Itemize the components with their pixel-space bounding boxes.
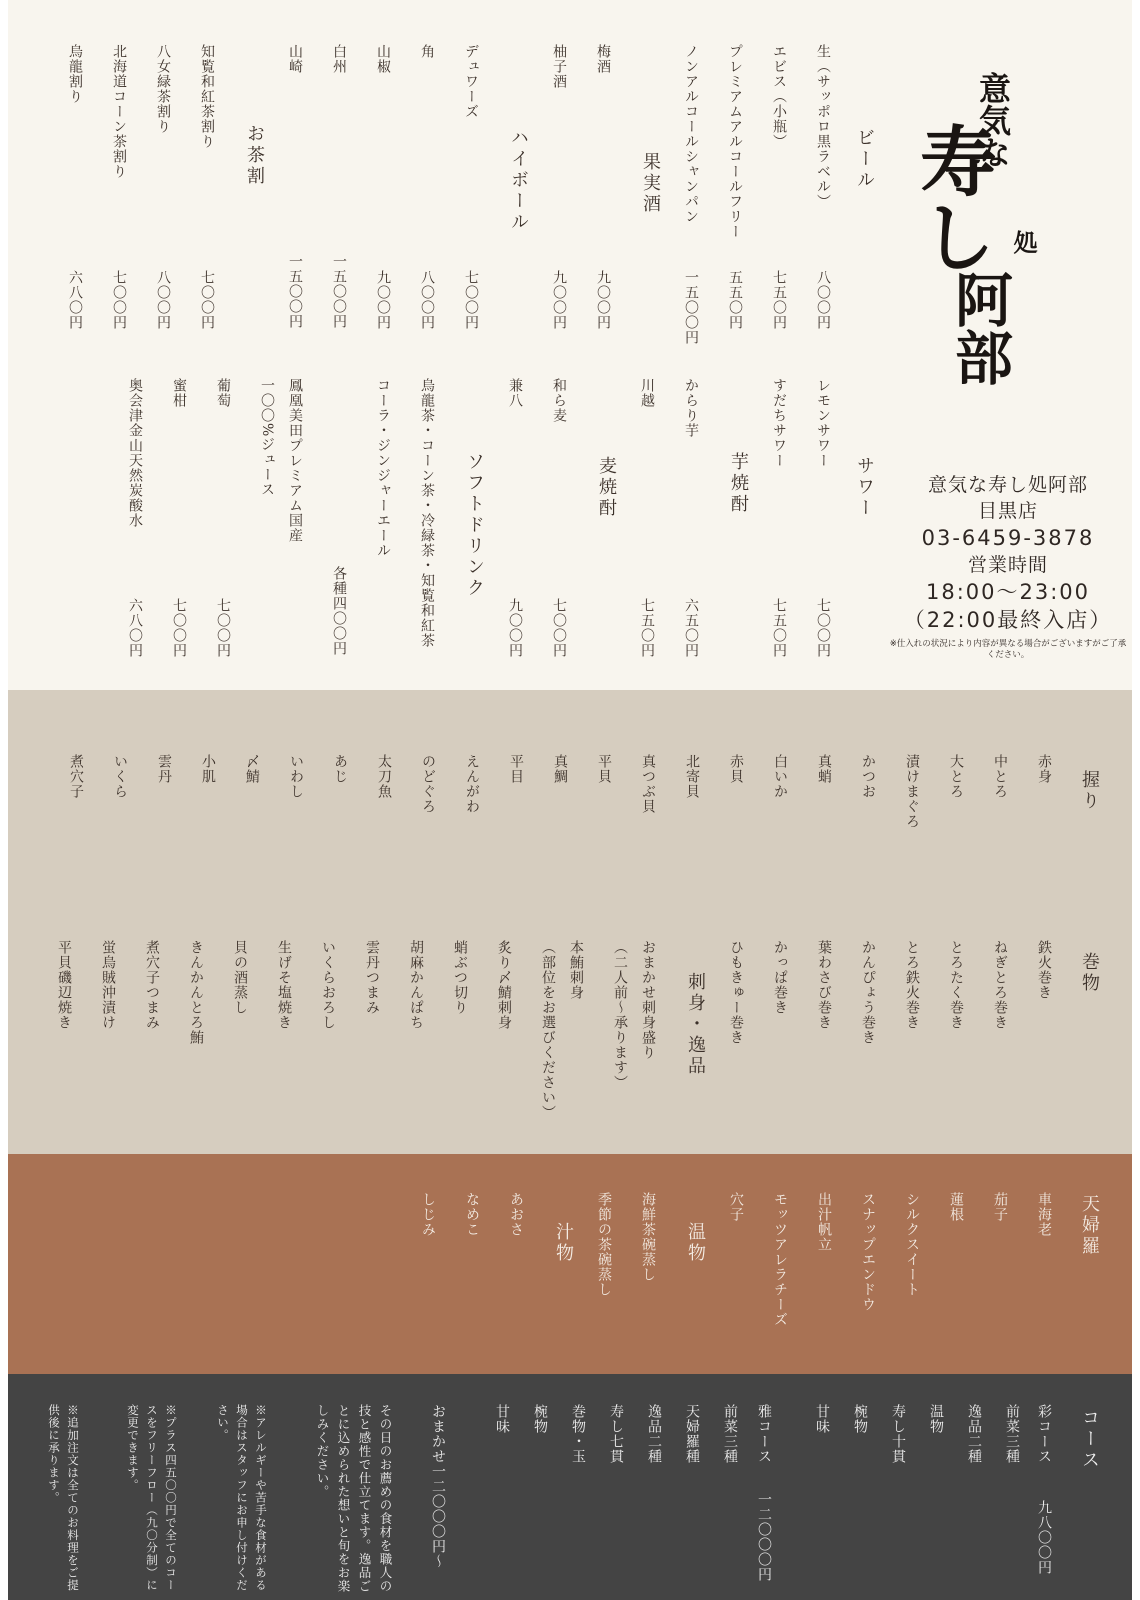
imo-shochu-title: 芋焼酎 [728, 452, 749, 515]
tea-split-item-name: 北海道コーン茶割り [111, 44, 127, 179]
highball-item-price: 一五〇〇円 [331, 254, 347, 329]
tempura-title: 天婦羅 [1079, 1194, 1100, 1257]
nigiri-title: 握り [1079, 770, 1100, 812]
soft-drink-item-price: 七〇〇円 [215, 598, 231, 658]
shop-logo [908, 62, 1098, 392]
soft-drink-line: コーラ・ジンジャーエール [375, 378, 391, 558]
tea-split-item-name: 知覧和紅茶割り [199, 44, 215, 149]
makimono-item: ねぎとろ巻き [992, 940, 1008, 1030]
logo-char-abe: 阿部 [945, 270, 1013, 386]
sashimi-item: 炙り〆鯖刺身 [496, 940, 512, 1030]
hours-label: 営業時間 [967, 554, 1048, 576]
sashimi-item: 雲丹つまみ [364, 940, 380, 1015]
sushi-section [8, 690, 1132, 1154]
fruit-wine-item-name: 梅酒 [595, 44, 611, 74]
soft-drink-line: 一〇〇%ジュース [259, 378, 275, 498]
nigiri-item: 北寄貝 [684, 754, 700, 799]
course-miyabi-item: 甘味 [494, 1404, 510, 1434]
makimono-item: とろ鉄火巻き [904, 940, 920, 1030]
highball-item-price: 八〇〇円 [419, 270, 435, 330]
shirumono-item: あおさ [508, 1192, 524, 1237]
course-miyabi-item: 巻物・玉 [570, 1404, 586, 1464]
highball-item-name: 白州 [331, 44, 347, 74]
imo-shochu-item-name: からり芋 [683, 378, 699, 438]
mugi-shochu-item-price: 九〇〇円 [507, 598, 523, 658]
mugi-shochu-item-price: 七〇〇円 [551, 598, 567, 658]
tempura-item: シルクスイート [904, 1192, 920, 1297]
tea-split-item-name: 八女緑茶割り [155, 44, 171, 134]
course-miyabi-item: 寿し七貫 [608, 1404, 624, 1464]
highball-item-name: 山崎 [287, 44, 303, 74]
course-aya-item: 逸品二種 [966, 1404, 982, 1464]
tea-split-item-price: 六八〇円 [67, 270, 83, 330]
beer-item-name: プレミアムアルコールフリー [727, 44, 743, 239]
tempura-item: 穴子 [728, 1192, 744, 1222]
highball-item-price: 七〇〇円 [463, 270, 479, 330]
last-order: （22:00最終入店） [903, 608, 1113, 632]
course-title: コース [1079, 1408, 1100, 1471]
soft-drink-title: ソフトドリンク [464, 452, 485, 599]
beer-item-price: 一五〇〇円 [683, 270, 699, 345]
shop-note: ※仕入れの状況により内容が異なる場合がございますがご了承ください。 [889, 639, 1127, 660]
nigiri-item: いわし [288, 754, 304, 799]
nigiri-item: かつお [860, 754, 876, 799]
shirumono-title: 汁物 [553, 1222, 574, 1264]
tempura-item: 蓮根 [948, 1192, 964, 1222]
sashimi-item: 蛍烏賊沖漬け [100, 940, 116, 1030]
course-aya-item: 寿し十貫 [890, 1404, 906, 1464]
tea-split-item-price: 八〇〇円 [155, 270, 171, 330]
tempura-item: 車海老 [1036, 1192, 1052, 1237]
course-miyabi-item: 前菜三種 [722, 1404, 738, 1464]
makimono-item: 葉わさび巻き [816, 940, 832, 1030]
beer-item-price: 八〇〇円 [815, 270, 831, 330]
shirumono-item: しじみ [420, 1192, 436, 1237]
hours-value: 18:00～23:00 [925, 580, 1091, 604]
tempura-item: モッツアレラチーズ [772, 1192, 788, 1327]
highball-item-name: デュワーズ [463, 44, 479, 119]
nigiri-item: 小肌 [200, 754, 216, 784]
logo-char-sushi: 寿し [908, 122, 997, 274]
nigiri-item: 平目 [508, 754, 524, 784]
course-note: ※アレルギーや苦手な食材がある場合はスタッフにお申し付けください。 [216, 1404, 268, 1592]
sashimi-item: 生げそ塩焼き [276, 940, 292, 1030]
beer-title: ビール [854, 128, 875, 191]
tea-split-title: お茶割 [244, 124, 265, 187]
shop-branch: 目黒店 [977, 500, 1038, 522]
tempura-section [8, 1154, 1132, 1374]
tempura-item: スナップエンドウ [860, 1192, 876, 1312]
shop-phone: 03-6459-3878 [921, 526, 1095, 550]
makimono-title: 巻物 [1079, 952, 1100, 994]
soft-drink-item-price: 六八〇円 [127, 598, 143, 658]
onmono-item: 季節の茶碗蒸し [596, 1192, 612, 1297]
nigiri-item: 赤身 [1036, 754, 1052, 784]
course-section [8, 1374, 1132, 1600]
mugi-shochu-item-name: 兼八 [507, 378, 523, 408]
sashimi-item-note: （部位をお選びください） [540, 940, 556, 1120]
tea-split-item-price: 七〇〇円 [199, 270, 215, 330]
sour-item-price: 七〇〇円 [815, 598, 831, 658]
fruit-wine-item-name: 柚子酒 [551, 44, 567, 89]
sashimi-item: 蛸ぶつ切り [452, 940, 468, 1015]
nigiri-item: 雲丹 [156, 754, 172, 784]
course-omakase-text: その日のお薦めの食材を職人の技と感性で仕立てます。逸品ごとに込められた想いと旬をお楽しみください。 [315, 1404, 393, 1593]
sashimi-item: 煮穴子つまみ [144, 940, 160, 1030]
beer-item-name: エビス（小瓶） [771, 44, 787, 149]
sashimi-item: おまかせ刺身盛り [640, 940, 656, 1060]
nigiri-item: 太刀魚 [376, 754, 392, 799]
sashimi-item: 貝の酒蒸し [232, 940, 248, 1015]
fruit-wine-item-price: 九〇〇円 [551, 270, 567, 330]
imo-shochu-item-name: 川越 [639, 378, 655, 408]
drinks-section [8, 0, 1132, 690]
nigiri-item: えんがわ [464, 754, 480, 814]
nigiri-item: いくら [112, 754, 128, 799]
tempura-item: 茄子 [992, 1192, 1008, 1222]
mugi-shochu-item-name: 和ら麦 [551, 378, 567, 423]
sashimi-item: 平貝磯辺焼き [56, 940, 72, 1030]
nigiri-item: 白いか [772, 754, 788, 799]
course-aya-item: 前菜三種 [1004, 1404, 1020, 1464]
makimono-item: 鉄火巻き [1036, 940, 1052, 1000]
soft-drink-item-name: 葡萄 [215, 378, 231, 408]
course-aya-item: 温物 [928, 1404, 944, 1434]
sashimi-title: 刺身・逸品 [685, 972, 706, 1077]
course-note: ※追加注文は全てのお料理をご提供後に承ります。 [47, 1404, 80, 1592]
soft-drink-line-price: 各種四〇〇円 [331, 566, 347, 656]
soft-drink-line: 烏龍茶・コーン茶・冷緑茶・知覧和紅茶 [419, 378, 435, 648]
nigiri-item: 平貝 [596, 754, 612, 784]
beer-item-price: 七五〇円 [771, 270, 787, 330]
makimono-item: ひもきゅー巻き [728, 940, 744, 1045]
shirumono-item: なめこ [464, 1192, 480, 1237]
onmono-item: 海鮮茶碗蒸し [640, 1192, 656, 1282]
beer-item-name: ノンアルコールシャンパン [683, 44, 699, 224]
highball-item-price: 一五〇〇円 [287, 254, 303, 329]
nigiri-item: 漬けまぐろ [904, 754, 920, 829]
beer-item-price: 五五〇円 [727, 270, 743, 330]
logo-char-dokoro: 処 [1009, 230, 1038, 254]
fruit-wine-item-price: 九〇〇円 [595, 270, 611, 330]
course-aya-item: 甘味 [814, 1404, 830, 1434]
nigiri-item: 中とろ [992, 754, 1008, 799]
nigiri-item: 真つぶ貝 [640, 754, 656, 814]
imo-shochu-item-price: 七五〇円 [639, 598, 655, 658]
makimono-item: かっぱ巻き [772, 940, 788, 1015]
shop-name: 意気な寿し処阿部 [927, 474, 1088, 496]
soft-drink-line: 鳳凰美田プレミアム国産 [287, 378, 303, 543]
course-miyabi-name: 雅コース [756, 1404, 772, 1464]
imo-shochu-item-price: 六五〇円 [683, 598, 699, 658]
course-note: ※プラス四五〇〇円で全てのコースをフリーフロー（九〇分制）に変更できます。 [126, 1404, 178, 1592]
nigiri-item: のどぐろ [420, 754, 436, 814]
fruit-wine-title: 果実酒 [640, 152, 661, 215]
soft-drink-item-price: 七〇〇円 [171, 598, 187, 658]
sour-title: サワー [854, 456, 875, 519]
course-miyabi-item: 椀物 [532, 1404, 548, 1434]
course-miyabi-price: 一二〇〇〇円 [756, 1492, 772, 1582]
highball-item-price: 九〇〇円 [375, 270, 391, 330]
soft-drink-item-name: 奥会津金山天然炭酸水 [127, 378, 143, 528]
nigiri-item: 煮穴子 [68, 754, 84, 799]
sashimi-item: いくらおろし [320, 940, 336, 1030]
shop-info [888, 472, 1128, 661]
makimono-item: とろたく巻き [948, 940, 964, 1030]
soft-drink-item-name: 蜜柑 [171, 378, 187, 408]
course-omakase-name: おまかせ一二〇〇〇円～ [430, 1404, 446, 1569]
nigiri-item: 〆鯖 [244, 754, 260, 784]
sour-item-price: 七五〇円 [771, 598, 787, 658]
logo-char-iki: 意気な [974, 72, 1012, 168]
sashimi-item-note: （二人前～承ります） [612, 940, 628, 1090]
highball-item-name: 角 [419, 44, 435, 59]
sour-item-name: レモンサワー [815, 378, 831, 468]
sashimi-item: 本鮪刺身 [568, 940, 584, 1000]
nigiri-item: 真鯛 [552, 754, 568, 784]
tea-split-item-price: 七〇〇円 [111, 270, 127, 330]
highball-item-name: 山椒 [375, 44, 391, 74]
sour-item-name: すだちサワー [771, 378, 787, 468]
course-miyabi-item: 天婦羅種 [684, 1404, 700, 1464]
onmono-title: 温物 [685, 1222, 706, 1264]
tempura-item: 出汁帆立 [816, 1192, 832, 1252]
tea-split-item-name: 烏龍割り [67, 44, 83, 104]
mugi-shochu-title: 麦焼酎 [596, 456, 617, 519]
nigiri-item: あじ [332, 754, 348, 784]
nigiri-item: 真蛸 [816, 754, 832, 784]
highball-title: ハイボール [508, 128, 529, 233]
course-aya-item: 椀物 [852, 1404, 868, 1434]
nigiri-item: 赤貝 [728, 754, 744, 784]
nigiri-item: 大とろ [948, 754, 964, 799]
course-aya-name: 彩コース [1036, 1404, 1052, 1464]
course-miyabi-item: 逸品二種 [646, 1404, 662, 1464]
sashimi-item: きんかんとろ鮪 [188, 940, 204, 1045]
sashimi-item: 胡麻かんぱち [408, 940, 424, 1030]
beer-item-name: 生（サッポロ黒ラベル） [815, 44, 831, 209]
makimono-item: かんぴょう巻き [860, 940, 876, 1045]
course-aya-price: 九八〇〇円 [1036, 1500, 1052, 1575]
